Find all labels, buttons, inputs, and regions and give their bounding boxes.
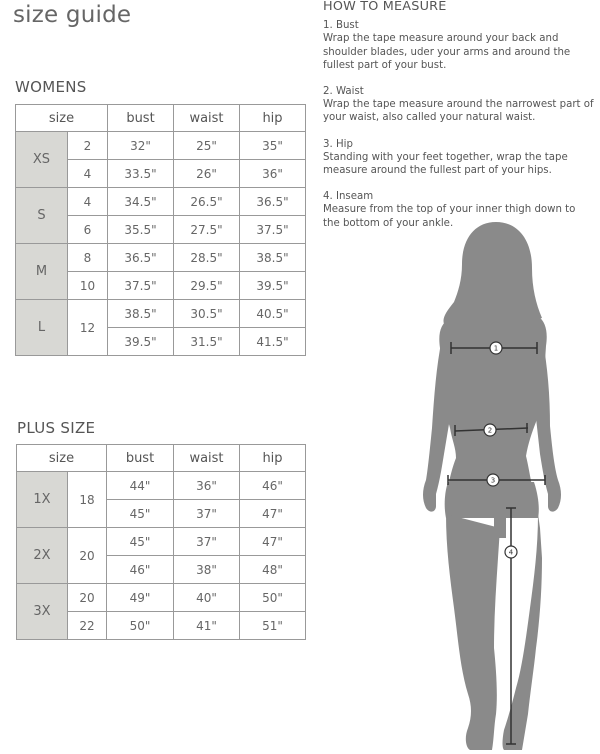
how-to-measure-heading: HOW TO MEASURE	[323, 0, 447, 14]
size-label: S	[16, 188, 68, 244]
bust-value: 50"	[107, 612, 174, 640]
body-measurement-figure	[410, 218, 590, 750]
marker-label: 1	[493, 344, 499, 353]
table-row	[16, 244, 306, 272]
hip-value: 47"	[240, 500, 306, 528]
bust-value: 44"	[107, 472, 174, 500]
plus-size-heading: PLUS SIZE	[17, 419, 96, 437]
step-text: Standing with your feet together, wrap the tape measure around the fullest part of your hips.	[323, 151, 568, 177]
size-number: 8	[68, 244, 108, 272]
table-header-row	[17, 445, 306, 472]
bust-value: 33.5"	[108, 160, 174, 188]
size-number: 4	[68, 160, 108, 188]
bust-value: 45"	[107, 500, 174, 528]
col-header-hip: hip	[240, 445, 306, 472]
hip-value: 39.5"	[240, 272, 306, 300]
hip-value: 36.5"	[240, 188, 306, 216]
size-number: 12	[68, 300, 108, 356]
waist-value: 28.5"	[174, 244, 240, 272]
hip-value: 51"	[240, 612, 306, 640]
hip-value: 50"	[240, 584, 306, 612]
bust-value: 39.5"	[108, 328, 174, 356]
marker-label: 4	[508, 548, 514, 557]
size-label: XS	[16, 132, 68, 188]
waist-value: 29.5"	[174, 272, 240, 300]
step-title: 3. Hip	[323, 138, 353, 150]
size-number: 10	[68, 272, 108, 300]
waist-value: 26.5"	[174, 188, 240, 216]
step-text: Wrap the tape measure around your back and shoulder blades, uder your arms and around the fullest part of your bust.	[323, 33, 571, 71]
bust-value: 49"	[107, 584, 174, 612]
bust-value: 46"	[107, 556, 174, 584]
step-title: 2. Waist	[323, 86, 364, 98]
measure-step-waist	[323, 85, 595, 125]
col-header-size: size	[17, 445, 107, 472]
step-title: 1. Bust	[323, 20, 359, 32]
col-header-hip: hip	[240, 105, 306, 132]
hip-value: 47"	[240, 528, 306, 556]
size-label: 1X	[17, 472, 68, 528]
step-text: Measure from the top of your inner thigh down to the bottom of your ankle.	[323, 204, 576, 229]
col-header-bust: bust	[107, 445, 174, 472]
hip-value: 35"	[240, 132, 306, 160]
waist-value: 25"	[174, 132, 240, 160]
size-label: L	[16, 300, 68, 356]
marker-label: 2	[487, 426, 493, 435]
col-header-size: size	[16, 105, 108, 132]
table-row	[16, 132, 306, 160]
size-number: 18	[68, 472, 107, 528]
table-row	[17, 472, 306, 500]
step-title: 4. Inseam	[323, 191, 374, 203]
size-number: 6	[68, 216, 108, 244]
size-number: 4	[68, 188, 108, 216]
size-label: 3X	[17, 584, 68, 640]
size-number: 22	[68, 612, 107, 640]
waist-value: 38"	[174, 556, 240, 584]
hip-value: 41.5"	[240, 328, 306, 356]
size-number: 2	[68, 132, 108, 160]
measure-step-bust	[323, 19, 595, 72]
table-row	[16, 300, 306, 328]
marker-label: 3	[490, 476, 496, 485]
hip-value: 36"	[240, 160, 306, 188]
col-header-waist: waist	[174, 445, 240, 472]
woman-silhouette-icon	[410, 218, 590, 750]
waist-value: 27.5"	[174, 216, 240, 244]
waist-value: 30.5"	[174, 300, 240, 328]
size-label: 2X	[17, 528, 68, 584]
waist-value: 26"	[174, 160, 240, 188]
bust-value: 35.5"	[108, 216, 174, 244]
table-row	[17, 528, 306, 556]
waist-value: 31.5"	[174, 328, 240, 356]
hip-value: 38.5"	[240, 244, 306, 272]
hip-value: 40.5"	[240, 300, 306, 328]
how-to-measure-panel	[323, 0, 595, 243]
page-title: size guide	[13, 2, 132, 28]
womens-size-table	[15, 104, 306, 356]
bust-value: 38.5"	[108, 300, 174, 328]
measure-step-hip	[323, 138, 595, 178]
size-number: 20	[68, 584, 107, 612]
step-text: Wrap the tape measure around the narrowest part of your waist, also called your natural waist.	[323, 99, 594, 124]
size-number: 20	[68, 528, 107, 584]
hip-value: 46"	[240, 472, 306, 500]
bust-value: 34.5"	[108, 188, 174, 216]
waist-value: 37"	[174, 500, 240, 528]
size-label: M	[16, 244, 68, 300]
bust-value: 32"	[108, 132, 174, 160]
womens-heading: WOMENS	[15, 78, 87, 96]
bust-value: 45"	[107, 528, 174, 556]
waist-value: 41"	[174, 612, 240, 640]
hip-value: 48"	[240, 556, 306, 584]
table-row	[16, 188, 306, 216]
col-header-bust: bust	[108, 105, 174, 132]
bust-value: 36.5"	[108, 244, 174, 272]
col-header-waist: waist	[174, 105, 240, 132]
waist-value: 40"	[174, 584, 240, 612]
table-header-row	[16, 105, 306, 132]
hip-value: 37.5"	[240, 216, 306, 244]
table-row	[17, 584, 306, 612]
waist-value: 37"	[174, 528, 240, 556]
waist-value: 36"	[174, 472, 240, 500]
plus-size-table	[16, 444, 306, 640]
bust-value: 37.5"	[108, 272, 174, 300]
